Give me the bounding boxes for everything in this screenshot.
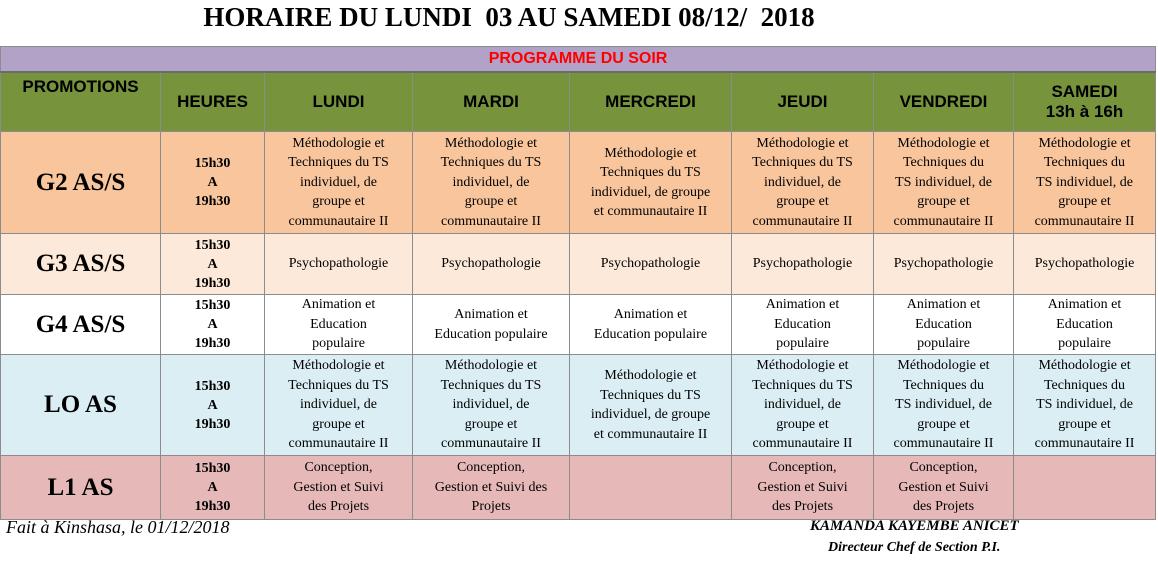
course-line: communautaire II <box>1034 213 1135 229</box>
hours-line: A <box>207 317 218 332</box>
course-line: populaire <box>312 336 365 352</box>
course-line: Méthodologie et <box>756 135 849 151</box>
course-line: Psychopathologie <box>600 256 701 272</box>
course-cell-jeudi <box>732 132 874 234</box>
course-cell-mardi <box>413 132 570 234</box>
course-cell-lundi <box>265 355 413 456</box>
hours-line: A <box>207 397 218 413</box>
schedule-table <box>0 46 1156 520</box>
course-line: Conception, <box>909 460 978 476</box>
promotion-label: LO AS <box>1 355 161 456</box>
hours-cell <box>161 295 265 355</box>
course-line: groupe et <box>312 194 365 210</box>
course-line: individuel, de <box>452 397 530 413</box>
course-cell-lundi <box>265 234 413 295</box>
course-line: Education <box>310 316 367 332</box>
course-cell-lundi <box>265 456 413 520</box>
course-line: groupe et <box>776 416 829 432</box>
course-line: individuel, de groupe <box>590 407 711 422</box>
program-band-row <box>1 47 1156 73</box>
course-line: Conception, <box>456 460 526 476</box>
promotion-label: L1 AS <box>1 456 161 520</box>
course-line: Techniques du <box>902 155 985 171</box>
course-line: Méthodologie et <box>292 358 385 374</box>
course-cell-mercredi <box>570 295 732 355</box>
schedule-row <box>1 456 1156 520</box>
course-cell-jeudi <box>732 355 874 456</box>
course-line: groupe et <box>917 416 970 432</box>
hours-cell <box>161 456 265 520</box>
course-line: Education populaire <box>593 326 708 342</box>
course-line: Techniques du TS <box>288 377 389 393</box>
course-line: groupe et <box>1058 194 1111 210</box>
promotion-label: G2 AS/S <box>1 132 161 234</box>
course-line: communautaire II <box>1034 436 1135 452</box>
course-line: Animation et <box>1047 297 1122 313</box>
header-promotions: PROMOTIONS <box>1 72 161 132</box>
schedule-row <box>1 355 1156 456</box>
header-lundi: LUNDI <box>265 72 413 132</box>
hours-line: A <box>207 175 218 190</box>
course-line: groupe et <box>312 416 365 432</box>
course-line: Psychopathologie <box>893 256 994 272</box>
schedule-row <box>1 295 1156 355</box>
page-title: HORAIRE DU LUNDI 03 AU SAMEDI 08/12/ 2018 <box>203 2 815 32</box>
course-line: Techniques du <box>1043 377 1126 393</box>
hours-line: 19h30 <box>194 336 231 351</box>
course-line: groupe et <box>1058 416 1111 432</box>
course-line: individuel, de <box>300 397 377 413</box>
course-cell-vendredi <box>874 295 1014 355</box>
course-line: Psychopathologie <box>752 256 853 272</box>
course-line: populaire <box>1058 336 1111 352</box>
course-line: Méthodologie et <box>604 145 697 161</box>
course-cell-mardi <box>413 234 570 295</box>
course-line: communautaire II <box>288 436 389 452</box>
course-line: Techniques du TS <box>600 165 701 180</box>
course-line: individuel, de <box>764 397 841 413</box>
hours-line: 19h30 <box>194 499 231 514</box>
course-line: Animation et <box>906 297 981 313</box>
hours-line: 19h30 <box>194 275 231 291</box>
hours-line: 15h30 <box>194 298 231 313</box>
course-line: Animation et <box>301 297 376 313</box>
promotion-label: G4 AS/S <box>1 295 161 355</box>
course-line: individuel, de <box>764 174 841 190</box>
course-line: Animation et <box>765 297 840 313</box>
course-line: Education <box>1056 316 1113 332</box>
course-line: Méthodologie et <box>756 358 849 374</box>
course-line: communautaire II <box>893 436 994 452</box>
course-cell-jeudi <box>732 295 874 355</box>
course-cell-samedi <box>1014 234 1156 295</box>
course-line: Education <box>915 316 972 332</box>
hours-cell <box>161 234 265 295</box>
course-line: Psychopathologie <box>441 256 541 272</box>
course-cell-vendredi <box>874 132 1014 234</box>
hours-line: 15h30 <box>194 237 231 253</box>
course-line: communautaire II <box>752 436 853 452</box>
hours-line: 15h30 <box>194 156 231 171</box>
course-cell-vendredi <box>874 234 1014 295</box>
course-line: et communautaire II <box>593 204 708 219</box>
course-line: Animation et <box>454 307 528 322</box>
header-jeudi: JEUDI <box>732 72 874 132</box>
course-line: TS individuel, de <box>1036 174 1133 190</box>
course-line: populaire <box>917 336 970 352</box>
header-mardi: MARDI <box>413 72 570 132</box>
header-samedi-hours: 13h à 16h <box>1045 102 1124 121</box>
hours-cell <box>161 355 265 456</box>
course-line: individuel, de <box>452 174 530 190</box>
course-line: TS individuel, de <box>895 397 992 413</box>
course-line: Techniques du TS <box>440 377 542 393</box>
course-line: Education populaire <box>434 326 548 342</box>
course-cell-vendredi <box>874 456 1014 520</box>
course-cell-mardi <box>413 355 570 456</box>
course-line: communautaire II <box>441 436 541 452</box>
header-vendredi: VENDREDI <box>874 72 1014 132</box>
course-line: Techniques du TS <box>752 377 853 393</box>
course-line: Méthodologie et <box>444 135 538 151</box>
course-line: populaire <box>776 336 829 352</box>
hours-cell <box>161 132 265 234</box>
course-line: Psychopathologie <box>1034 256 1135 272</box>
course-line: individuel, de <box>300 174 377 190</box>
hours-line: 15h30 <box>194 461 231 476</box>
course-cell-samedi <box>1014 295 1156 355</box>
course-line: Méthodologie et <box>1038 358 1131 374</box>
course-line: TS individuel, de <box>1036 397 1133 413</box>
course-line: Gestion et Suivi <box>293 479 384 495</box>
schedule-row <box>1 132 1156 234</box>
course-line: Psychopathologie <box>288 256 389 272</box>
course-line: et communautaire II <box>593 426 708 442</box>
course-line: Techniques du TS <box>600 387 701 403</box>
course-cell-samedi <box>1014 132 1156 234</box>
promotion-label: G3 AS/S <box>1 234 161 295</box>
course-cell-samedi <box>1014 355 1156 456</box>
course-line: Conception, <box>768 460 837 476</box>
course-line: Techniques du TS <box>752 155 853 171</box>
course-cell-jeudi <box>732 456 874 520</box>
course-line: Conception, <box>304 460 373 476</box>
course-cell-lundi <box>265 132 413 234</box>
course-cell-vendredi <box>874 355 1014 456</box>
course-cell-jeudi <box>732 234 874 295</box>
signatory-name: KAMANDA KAYEMBE ANICET <box>810 518 1019 534</box>
course-line: Animation et <box>613 307 688 322</box>
header-row <box>1 72 1156 132</box>
course-line: Méthodologie et <box>292 135 385 151</box>
header-heures: HEURES <box>161 72 265 132</box>
course-line: Education <box>774 316 831 332</box>
course-line: Méthodologie et <box>897 358 990 374</box>
hours-line: A <box>207 256 218 272</box>
header-mercredi: MERCREDI <box>570 72 732 132</box>
hours-line: 19h30 <box>194 194 231 209</box>
course-line: groupe et <box>776 194 829 210</box>
course-cell-mercredi <box>570 355 732 456</box>
course-cell-mercredi <box>570 456 732 520</box>
course-line: communautaire II <box>441 213 541 229</box>
signatory-role: Directeur Chef de Section P.I. <box>828 540 1001 555</box>
course-line: Techniques du TS <box>440 155 542 171</box>
course-line: Méthodologie et <box>1038 135 1131 151</box>
course-cell-mercredi <box>570 234 732 295</box>
course-line: des Projets <box>771 499 834 515</box>
course-line: Méthodologie et <box>897 135 990 151</box>
course-line: communautaire II <box>288 213 389 229</box>
course-line: Techniques du <box>902 377 985 393</box>
course-cell-mercredi <box>570 132 732 234</box>
course-line: groupe et <box>464 194 518 210</box>
course-line: groupe et <box>917 194 970 210</box>
program-band: PROGRAMME DU SOIR <box>1 47 1156 73</box>
course-line: groupe et <box>464 416 518 432</box>
course-line: Projets <box>471 499 511 515</box>
course-line: Gestion et Suivi <box>757 479 848 495</box>
course-line: communautaire II <box>752 213 853 229</box>
course-line: des Projets <box>307 499 370 515</box>
hours-line: A <box>207 480 218 495</box>
course-line: Gestion et Suivi <box>898 479 989 495</box>
course-line: des Projets <box>912 499 975 515</box>
course-line: Méthodologie et <box>604 368 697 383</box>
course-cell-mardi <box>413 295 570 355</box>
course-line: individuel, de groupe <box>590 184 711 200</box>
hours-line: 19h30 <box>194 416 231 432</box>
course-cell-mardi <box>413 456 570 520</box>
course-line: Méthodologie et <box>444 358 538 374</box>
header-samedi-day: SAMEDI <box>1051 82 1118 101</box>
course-line: Gestion et Suivi des <box>434 479 548 495</box>
course-line: TS individuel, de <box>895 174 992 190</box>
place-date: Fait à Kinshasa, le 01/12/2018 <box>6 517 230 537</box>
course-cell-lundi <box>265 295 413 355</box>
course-line: communautaire II <box>893 213 994 229</box>
schedule-row <box>1 234 1156 295</box>
course-cell-samedi <box>1014 456 1156 520</box>
course-line: Techniques du <box>1043 155 1126 171</box>
course-line: Techniques du TS <box>288 155 389 171</box>
header-samedi <box>1014 72 1156 132</box>
hours-line: 15h30 <box>194 378 231 394</box>
